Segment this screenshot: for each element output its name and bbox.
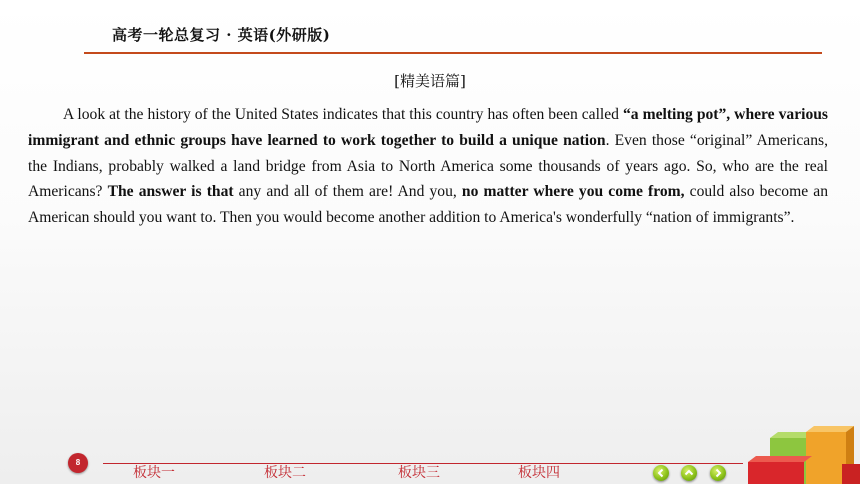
header-divider (84, 52, 822, 54)
nav-section-3[interactable]: 板块三 (398, 465, 440, 481)
passage (28, 102, 828, 231)
page-number-badge: 8 (68, 453, 88, 473)
passage-bold-1: “a melting pot”, where various immigrant and ethnic groups have learned to work together to build a unique nation (28, 106, 828, 149)
forward-icon (713, 468, 723, 478)
nav-section-4[interactable]: 板块四 (518, 465, 560, 481)
section-label: [精美语篇] (394, 72, 466, 90)
passage-text-3: any and all of them are! And you, (233, 183, 462, 201)
passage-text-1: A look at the history of the United States indicates that this country has often been called (63, 106, 623, 123)
passage-text-4: could also become an American should you want to. Then you would become another addition to America's wonderfully “nation of immigrants”. (28, 183, 828, 227)
passage-bold-3: no matter where you come from, (461, 183, 685, 201)
nav-section-2[interactable]: 板块二 (264, 465, 306, 481)
forward-button[interactable] (710, 465, 726, 481)
home-icon (684, 468, 694, 478)
passage-text-2: . Even those “original” Americans, the Indians, probably walked a land bridge from Asia to North America some thousands of years ago. So, who are the real Americans? (28, 131, 828, 201)
decorative-blocks (748, 424, 860, 484)
nav-section-1[interactable]: 板块一 (133, 465, 175, 481)
passage-bold-2: The answer is that (107, 183, 234, 201)
header-title: 高考一轮总复习 · 英语(外研版) (112, 26, 331, 44)
back-icon (656, 468, 666, 478)
home-button[interactable] (681, 465, 697, 481)
back-button[interactable] (653, 465, 669, 481)
